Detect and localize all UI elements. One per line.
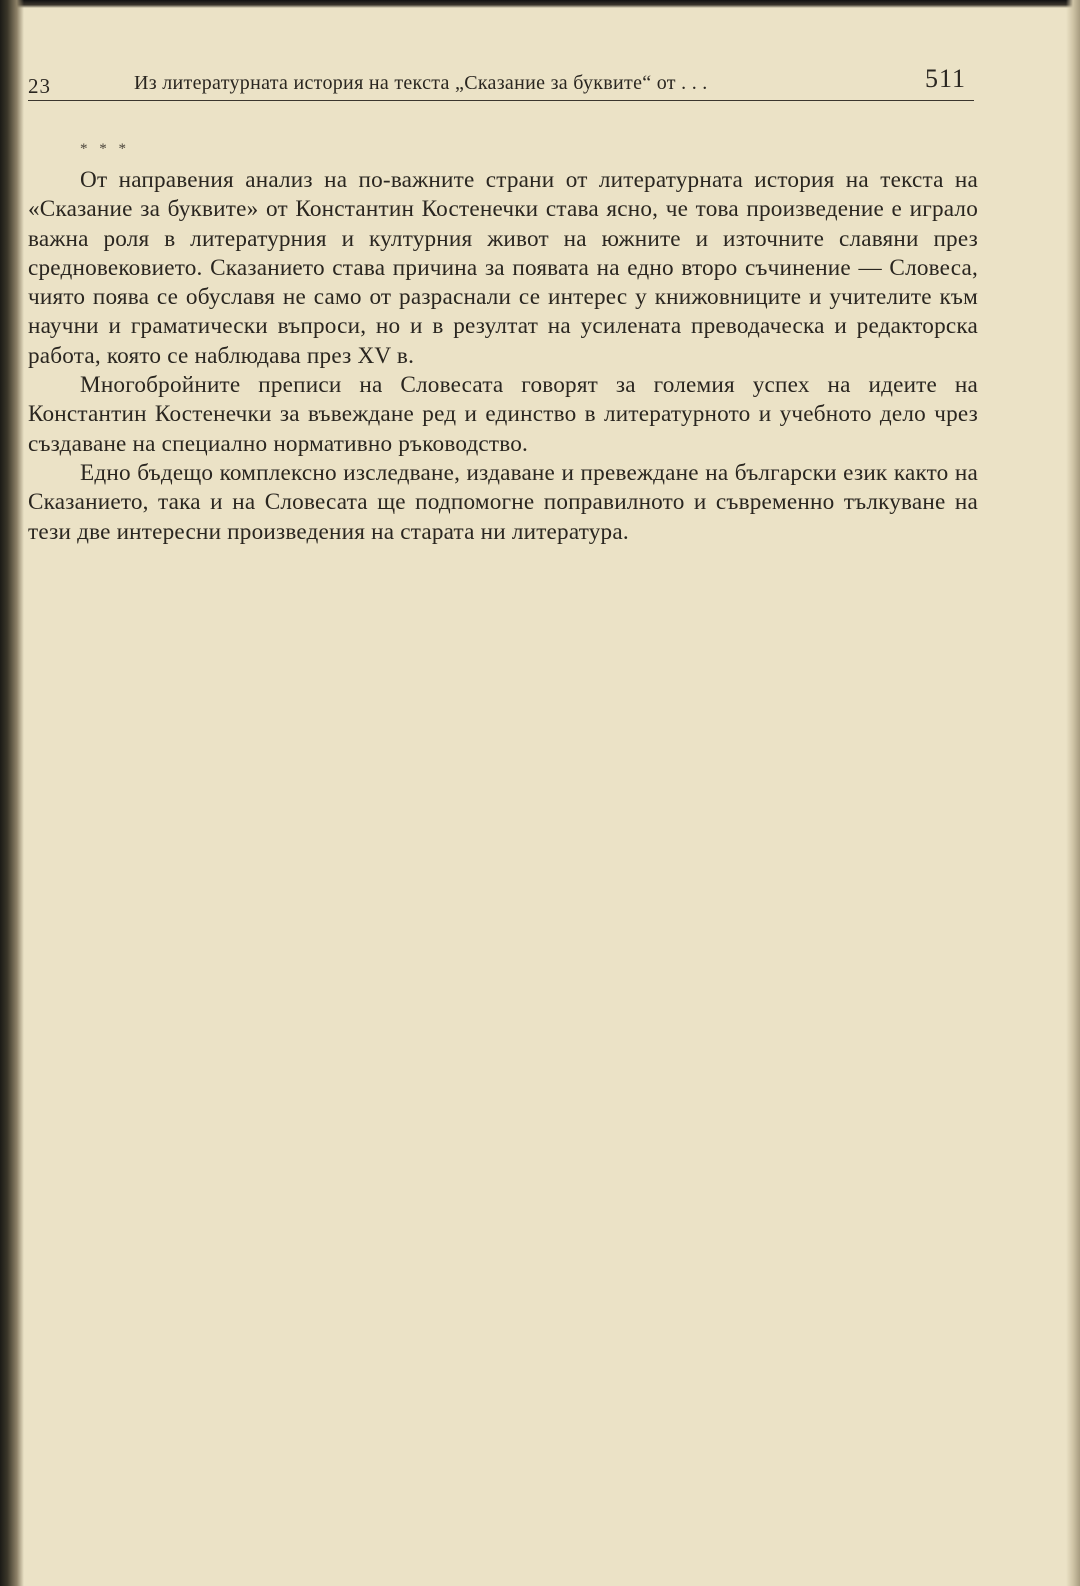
- page-top-shadow: [0, 0, 1080, 8]
- paragraph-2: Многобройните преписи на Словесата говорят за големия успех на идеите на Константин Костенечки за въвеждане ред и единство в литературното и учебното дело чрез създаване на специално нормативно ръководство.: [28, 372, 978, 457]
- left-page-marker: 23: [28, 74, 51, 98]
- page-number: 511: [924, 64, 966, 93]
- book-gutter-shadow: [0, 0, 24, 1586]
- paragraph-1: От направения анализ на по-важните страни от литературната история на текста на «Сказание за буквите» от Константин Костенечки става ясно, че това произведение е играло важна роля в литературния и културния живот на южните и източните славяни през средновековието. Сказанието става причина за появата на едно второ съчинение — Словеса, чиято поява се обуславя не само от разраснали се интерес у книжовниците и учителите към научни и граматически въпроси, но и в резултат на усилената преводаческа и редакторска работа, която се наблюдава през XV в.: [28, 167, 978, 369]
- section-separator: * * *: [80, 141, 130, 157]
- running-title: Из литературната история на текста „Сказание за буквите“ от . . .: [134, 72, 708, 94]
- body-text: [28, 166, 978, 547]
- page-edge-shadow: [1066, 0, 1080, 1586]
- header-rule: [28, 100, 974, 101]
- running-header: [28, 62, 974, 98]
- paragraph-3: Едно бъдещо комплексно изследване, издаване и превеждане на български език както на Сказанието, така и на Словесата ще подпомогне поправилното и съвременно тълкуване на тези две интересни произведения на старата ни литература.: [28, 459, 978, 545]
